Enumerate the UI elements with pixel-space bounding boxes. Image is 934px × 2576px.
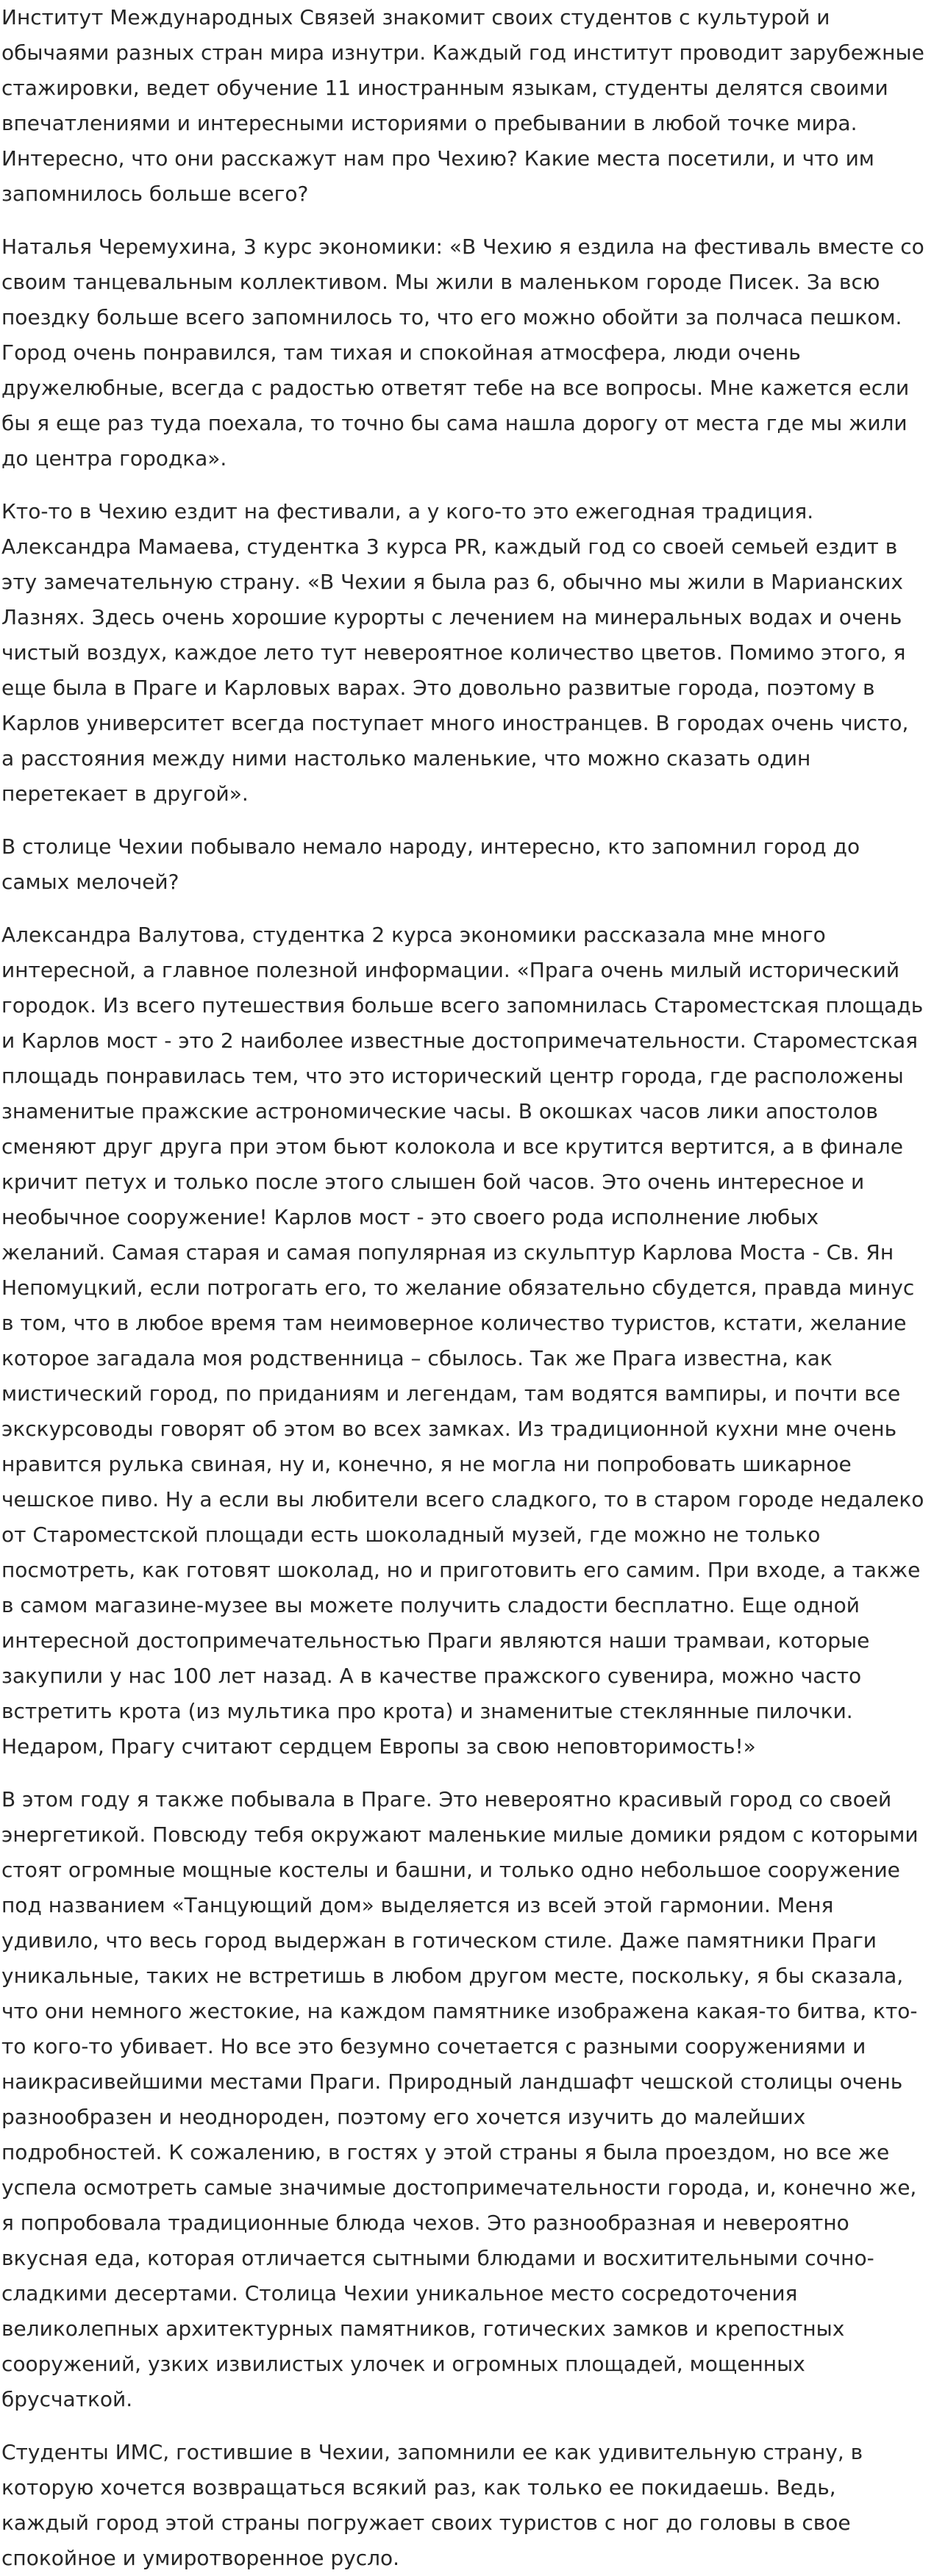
capital-question-paragraph: В столице Чехии побывало немало народу, интересно, кто запомнил город до самых мелочей? [1, 834, 860, 894]
conclusion-paragraph: Студенты ИМС, гостившие в Чехии, запомнили ее как удивительную страну, в которую хочется возвращаться всякий раз, как только ее покидаешь. Ведь, каждый город этой страны погружает своих туристов с ног до головы в свое спокойное и умиротворенное русло. [1, 2440, 863, 2570]
author-prague-paragraph: В этом году я также побывала в Праге. Это невероятно красивый город со своей энергетикой. Повсюду тебя окружают маленькие милые домики рядом с которыми стоят огромные мощные костелы и башни, и только одно небольшое сооружение под названием «Танцующий дом» выделяется из всей этой гармонии. Меня удивило, что весь город выдержан в готическом стиле. Даже памятники Праги уникальные, таких не встретишь в любом другом месте, поскольку, я бы сказала, что они немного жестокие, на каждом памятнике изображена какая-то битва, кто-то кого-то убивает. Но все это безумно сочетается с разными сооружениями и наикрасивейшими местами Праги. Природный ландшафт чешской столицы очень разнообразен и неоднороден, поэтому его хочется изучить до малейших подробностей. К сожалению, в гостях у этой страны я была проездом, но все же успела осмотреть самые значимые достопримечательности города, и, конечно же, я попробовала традиционные блюда чехов. Это разнообразная и невероятно вкусная еда, которая отличается сытными блюдами и восхитительными сочно-сладкими десертами. Столица Чехии уникальное место сосредоточения великолепных архитектурных памятников, готических замков и крепостных сооружений, узких извилистых улочек и огромных площадей, мощенных брусчаткой. [1, 1787, 919, 2411]
mamaeva-quote-paragraph: Кто-то в Чехию ездит на фестивали, а у кого-то это ежегодная традиция. Александра Мамаева, студентка 3 курса PR, каждый год со своей семьей ездит в эту замечательную страну. «В Чехии я была раз 6, обычно мы жили в Марианских Лазнях. Здесь очень хорошие курорты с лечением на минеральных водах и очень чистый воздух, каждое лето тут невероятное количество цветов. Помимо этого, я еще была в Праге и Карловых варах. Это довольно развитые города, поэтому в Карлов университет всегда поступает много иностранцев. В городах очень чисто, а расстояния между ними настолько маленькие, что можно сказать один перетекает в другой». [1, 499, 909, 806]
cheremukhina-quote-paragraph: Наталья Черемухина, 3 курс экономики: «В Чехию я ездила на фестиваль вместе со своим танцевальным коллективом. Мы жили в маленьком городе Писек. За всю поездку больше всего запомнилось то, что его можно обойти за полчаса пешком. Город очень понравился, там тихая и спокойная атмосфера, люди очень дружелюбные, всегда с радостью ответят тебе на все вопросы. Мне кажется если бы я еще раз туда поехала, то точно бы сама нашла дорогу от места где мы жили до центра городка». [1, 235, 924, 471]
valutova-quote-paragraph: Александра Валутова, студентка 2 курса экономики рассказала мне много интересной, а главное полезной информации. «Прага очень милый исторический городок. Из всего путешествия больше всего запомнилась Староместская площадь и Карлов мост - это 2 наиболее известные достопримечательности. Староместская площадь понравилась тем, что это исторический центр города, где расположены знаменитые пражские астрономические часы. В окошках часов лики апостолов сменяют друг друга при этом бьют колокола и все крутится вертится, а в финале кричит петух и только после этого слышен бой часов. Это очень интересное и необычное сооружение! Карлов мост - это своего рода исполнение любых желаний. Самая старая и самая популярная из скульптур Карлова Моста - Св. Ян Непомуцкий, если потрогать его, то желание обязательно сбудется, правда минус в том, что в любое время там неимоверное количество туристов, кстати, желание которое загадала моя родственница – сбылось. Так же Прага известна, как мистический город, по приданиям и легендам, там водятся вампиры, и почти все экскурсоводы говорят об этом во всех замках. Из традиционной кухни мне очень нравится рулька свиная, ну и, конечно, я не могла ни попробовать шикарное чешское пиво. Ну а если вы любители всего сладкого, то в старом городе недалеко от Староместской площади есть шоколадный музей, где можно не только посмотреть, как готовят шоколад, но и приготовить его самим. При входе, а также в самом магазине-музее вы можете получить сладости бесплатно. Еще одной интересной достопримечательностью Праги являются наши трамваи, которые закупили у нас 100 лет назад. А в качестве пражского сувенира, можно часто встретить крота (из мультика про крота) и знаменитые стеклянные пилочки. Недаром, Прагу считают сердцем Европы за свою неповторимость!» [1, 923, 924, 1759]
intro-paragraph: Институт Международных Связей знакомит своих студентов с культурой и обычаями разных стран мира изнутри. Каждый год институт проводит зарубежные стажировки, ведет обучение 11 иностранным языкам, студенты делятся своими впечатлениями и интересными историями о пребывании в любой точке мира. Интересно, что они расскажут нам про Чехию? Какие места посетили, и что им запомнилось больше всего? [1, 5, 924, 206]
